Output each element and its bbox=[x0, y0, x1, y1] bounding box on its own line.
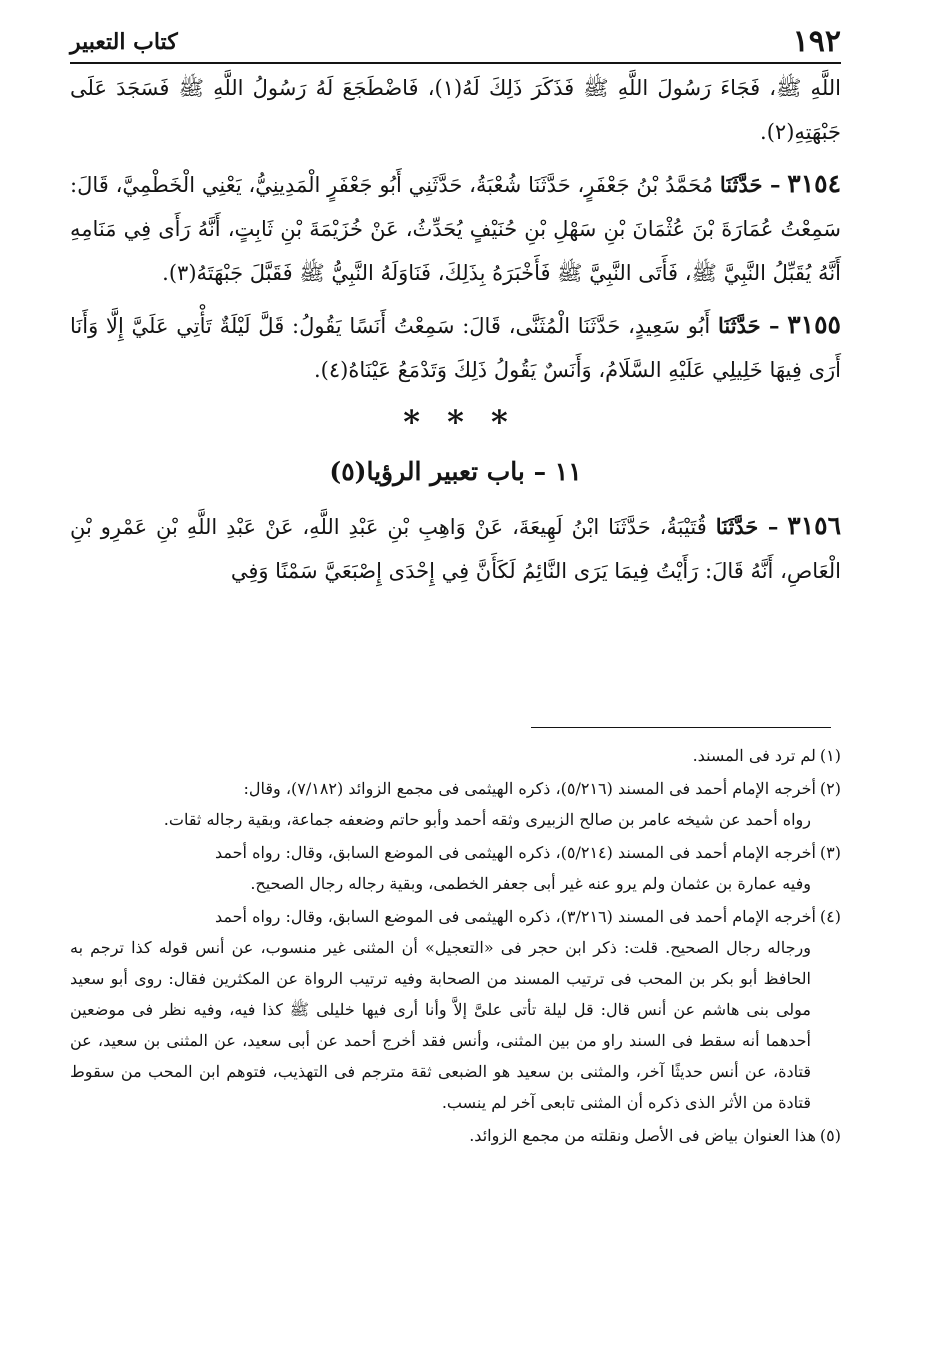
hadith-dash: – bbox=[758, 514, 779, 539]
footnote-2 bbox=[70, 773, 841, 835]
hadith-3156 bbox=[70, 504, 841, 593]
footnote-text: رواه أحمد عن شيخه عامر بن صالح الزبيرى وثقه أحمد وأبو حاتم وضعفه جماعة، وبقية رجاله ثقات. bbox=[163, 810, 811, 829]
hadith-3154 bbox=[70, 162, 841, 295]
hadith-3155 bbox=[70, 303, 841, 392]
hadith-text: مُحَمَّدُ بْنُ جَعْفَرٍ، حَدَّثَنَا شُعْبَةُ، حَدَّثَنِي أَبُو جَعْفَرٍ الْمَدِينِيُّ، يَعْنِي الْخَطْمِيَّ، قَالَ: سَمِعْتُ عُمَارَةَ بْنَ عُثْمَانَ بْنِ سَهْلِ بْنِ حُنَيْفٍ يُحَدِّثُ، عَنْ خُزَيْمَةَ بْنِ ثَابِتٍ، أَنَّهُ رَأَى فِي مَنَامِهِ أَنَّهُ يُقَبِّلُ النَّبِيَّ ﷺ، فَأَتَى النَّبِيَّ ﷺ فَأَخْبَرَهُ بِذَلِكَ، فَنَاوَلَهُ النَّبِيُّ ﷺ فَقَبَّلَ جَبْهَتَهُ(٣). bbox=[70, 173, 841, 285]
hadith-lead: حَدَّثَنَا bbox=[719, 172, 763, 197]
footnote-5 bbox=[70, 1120, 841, 1151]
hadith-text: أَبُو سَعِيدٍ، حَدَّثَنَا الْمُثَنَّى، قَالَ: سَمِعْتُ أَنَسًا يَقُولُ: قَلَّ لَيْلَةٌ تَأْتِي عَلَيَّ إِلَّا وَأَنَا أَرَى فِيهَا خَلِيلِي عَلَيْهِ السَّلَامُ، وَأَنَسٌ يَقُولُ ذَلِكَ وَتَدْمَعُ عَيْنَاهُ(٤). bbox=[70, 314, 841, 382]
footnote-number: (١) bbox=[819, 746, 841, 765]
hadith-lead: حَدَّثَنَا bbox=[718, 313, 761, 338]
hadith-dash: – bbox=[762, 172, 781, 197]
hadith-text: قُتَيْبَةُ، حَدَّثَنَا ابْنُ لَهِيعَةَ، عَنْ وَاهِبِ بْنِ عَبْدِ اللَّهِ، عَنْ عَبْدِ اللَّهِ بْنِ عَمْرِو بْنِ الْعَاصِ، أَنَّهُ قَالَ: رَأَيْتُ فِيمَا يَرَى النَّائِمُ لَكَأَنَّ فِي إِحْدَى إِصْبَعَيَّ سَمْنًا وَفِي bbox=[70, 515, 841, 583]
continuation-paragraph: اللَّهِ ﷺ، فَجَاءَ رَسُولَ اللَّهِ ﷺ فَذَكَرَ ذَلِكَ لَهُ(١)، فَاضْطَجَعَ لَهُ رَسُولُ اللَّهِ ﷺ فَسَجَدَ عَلَى جَبْهَتِهِ(٢). bbox=[70, 76, 842, 144]
footnote-text: أخرجه الإمام أحمد فى المسند (٣/٢١٦)، ذكره الهيثمى فى الموضع السابق، وقال: رواه أحمد bbox=[215, 907, 816, 926]
footnote-1 bbox=[70, 740, 841, 771]
footnote-text: ورجاله رجال الصحيح. قلت: ذكر ابن حجر فى «التعجيل» أن المثنى غير منسوب، عن أنس قوله كذا ترجم به الحافظ أبو بكر بن المحب فى ترتيب المسند من الصحابة وفيه ترتيب الرواة عن المكثرين فقال: روى أبو سعيد مولى بنى هاشم عن أنس قال: قل ليلة تأتى علىَّ إلاَّ وأنا أرى فيها خليلى ﷺ كذا فيه، وفيه نظر فى موضعين أحدهما أنه سقط فى السند راو من بين المثنى، وأنس فقد أخرج أحمد عن أبى سعيد، عن المثنى بن سعيد، عن قتادة، عن أنس حديثًا آخر، والمثنى بن سعيد هو الضبعى ثقة مترجم فى التهذيب، فتوهم ابن المحب من سقوط قتادة من الأثر الذى ذكره أن المثنى تابعى آخر لم ينسب. bbox=[70, 938, 812, 1112]
footnote-number: (٤) bbox=[819, 907, 841, 926]
footnote-text: أخرجه الإمام أحمد فى المسند (٥/٢١٤)، ذكره الهيثمى فى الموضع السابق، وقال: رواه أحمد bbox=[215, 843, 816, 862]
main-text bbox=[70, 66, 841, 593]
footnote-number: (٢) bbox=[819, 779, 841, 798]
footnote-text: هذا العنوان بياض فى الأصل ونقلته من مجمع الزوائد. bbox=[469, 1126, 816, 1145]
chapter-heading: ١١ – باب تعبير الرؤيا(٥) bbox=[329, 457, 582, 486]
footnote-text: لم ترد فى المسند. bbox=[692, 746, 816, 765]
hadith-number: ٣١٥٥ bbox=[787, 310, 841, 339]
footnote-3 bbox=[70, 837, 841, 899]
book-title: كتاب التعبير bbox=[70, 29, 178, 55]
footnote-text: أخرجه الإمام أحمد فى المسند (٥/٢١٦)، ذكره الهيثمى فى مجمع الزوائد (٧/١٨٢)، وقال: bbox=[243, 779, 816, 798]
footnote-text: وفيه عمارة بن عثمان ولم يرو عنه غير أبى جعفر الخطمى، وبقية رجاله رجال الصحيح. bbox=[250, 874, 811, 893]
hadith-number: ٣١٥٤ bbox=[787, 169, 841, 198]
page-number: ١٩٢ bbox=[792, 24, 841, 59]
footnote-number: (٥) bbox=[819, 1126, 841, 1145]
section-separator: * * * bbox=[403, 403, 508, 441]
footnote-number: (٣) bbox=[819, 843, 841, 862]
hadith-lead: حَدَّثَنَا bbox=[715, 514, 759, 539]
footnote-divider bbox=[531, 727, 831, 728]
page-header bbox=[70, 18, 841, 64]
hadith-dash: – bbox=[760, 313, 780, 338]
hadith-number: ٣١٥٦ bbox=[787, 511, 841, 540]
footnote-4 bbox=[70, 901, 841, 1118]
footnotes bbox=[70, 740, 841, 1153]
